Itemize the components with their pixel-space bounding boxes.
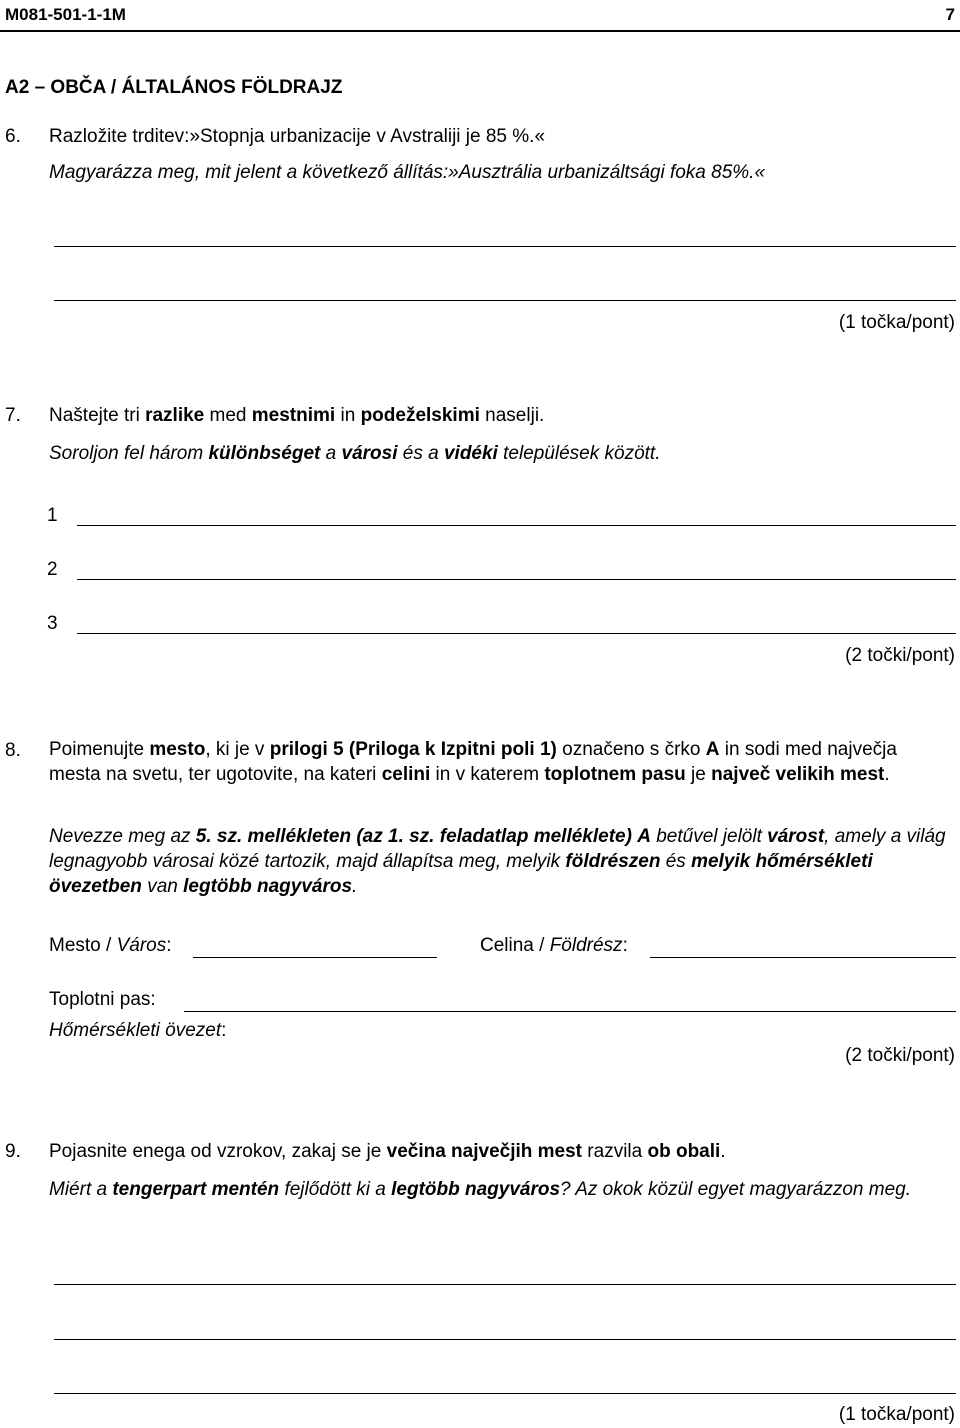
q8-zone-label-hu: Hőmérsékleti övezet:	[49, 1020, 227, 1041]
q9-points: (1 točka/pont)	[838, 1404, 955, 1425]
q8-continent-label: Celina / Földrész:	[480, 935, 628, 956]
q8-zone-label-sl: Toplotni pas:	[49, 989, 156, 1010]
q9-answer-line-2[interactable]	[54, 1339, 956, 1340]
q6-points: (1 točka/pont)	[838, 312, 955, 333]
q7-points: (2 točki/pont)	[845, 645, 955, 666]
document-code: M081-501-1-1M	[5, 5, 126, 24]
q7-text-hu: Soroljon fel három különbséget a városi és a vidéki települések között.	[49, 443, 661, 464]
q6-answer-line-2[interactable]	[54, 300, 956, 301]
section-title: A2 – OBČA / ÁLTALÁNOS FÖLDRAJZ	[5, 77, 343, 98]
q9-text-sl: Pojasnite enega od vzrokov, zakaj se je večina največjih mest razvila ob obali.	[49, 1141, 726, 1162]
q8-points: (2 točki/pont)	[845, 1045, 955, 1066]
q6-answer-line-1[interactable]	[54, 246, 956, 247]
q7-item-3-label: 3	[47, 613, 58, 634]
q9-answer-line-3[interactable]	[54, 1393, 956, 1394]
q9-number: 9.	[5, 1141, 21, 1162]
q7-item-1-label: 1	[47, 505, 58, 526]
q7-number: 7.	[5, 405, 21, 426]
q6-number: 6.	[5, 126, 21, 147]
q8-number: 8.	[5, 740, 21, 761]
q8-text-hu: Nevezze meg az 5. sz. mellékleten (az 1. sz. feladatlap melléklete) A betűvel jelölt várost, amely a világ legnagyobb városai közé tartozik, majd állapítsa meg, melyik földrészen és melyik hőmérsékleti övezetben van legtöbb nagyváros.	[49, 826, 946, 897]
header-rule	[0, 30, 960, 32]
q8-continent-line[interactable]	[650, 957, 956, 958]
q8-zone-line[interactable]	[184, 1011, 956, 1012]
q7-item-3-line[interactable]	[77, 633, 956, 634]
q8-city-label: Mesto / Város:	[49, 935, 172, 956]
q6-text-hu: Magyarázza meg, mit jelent a következő állítás:»Ausztrália urbanizáltsági foka 85%.«	[49, 162, 766, 183]
q7-text-sl: Naštejte tri razlike med mestnimi in podeželskimi naselji.	[49, 405, 545, 426]
q8-text-sl: Poimenujte mesto, ki je v prilogi 5 (Priloga k Izpitni poli 1) označeno s črko A in sodi med največja mesta na svetu, ter ugotovite, na kateri celini in v katerem toplotnem pasu je največ velikih mest.	[49, 739, 897, 785]
q7-item-1-line[interactable]	[77, 525, 956, 526]
page-number: 7	[945, 5, 955, 24]
q6-text-sl: Razložite trditev:»Stopnja urbanizacije v Avstraliji je 85 %.«	[49, 126, 546, 147]
q9-text-hu: Miért a tengerpart mentén fejlődött ki a legtöbb nagyváros? Az okok közül egyet magyarázzon meg.	[49, 1179, 912, 1200]
q9-answer-line-1[interactable]	[54, 1284, 956, 1285]
q7-item-2-line[interactable]	[77, 579, 956, 580]
q7-item-2-label: 2	[47, 559, 58, 580]
q8-city-line[interactable]	[193, 957, 437, 958]
